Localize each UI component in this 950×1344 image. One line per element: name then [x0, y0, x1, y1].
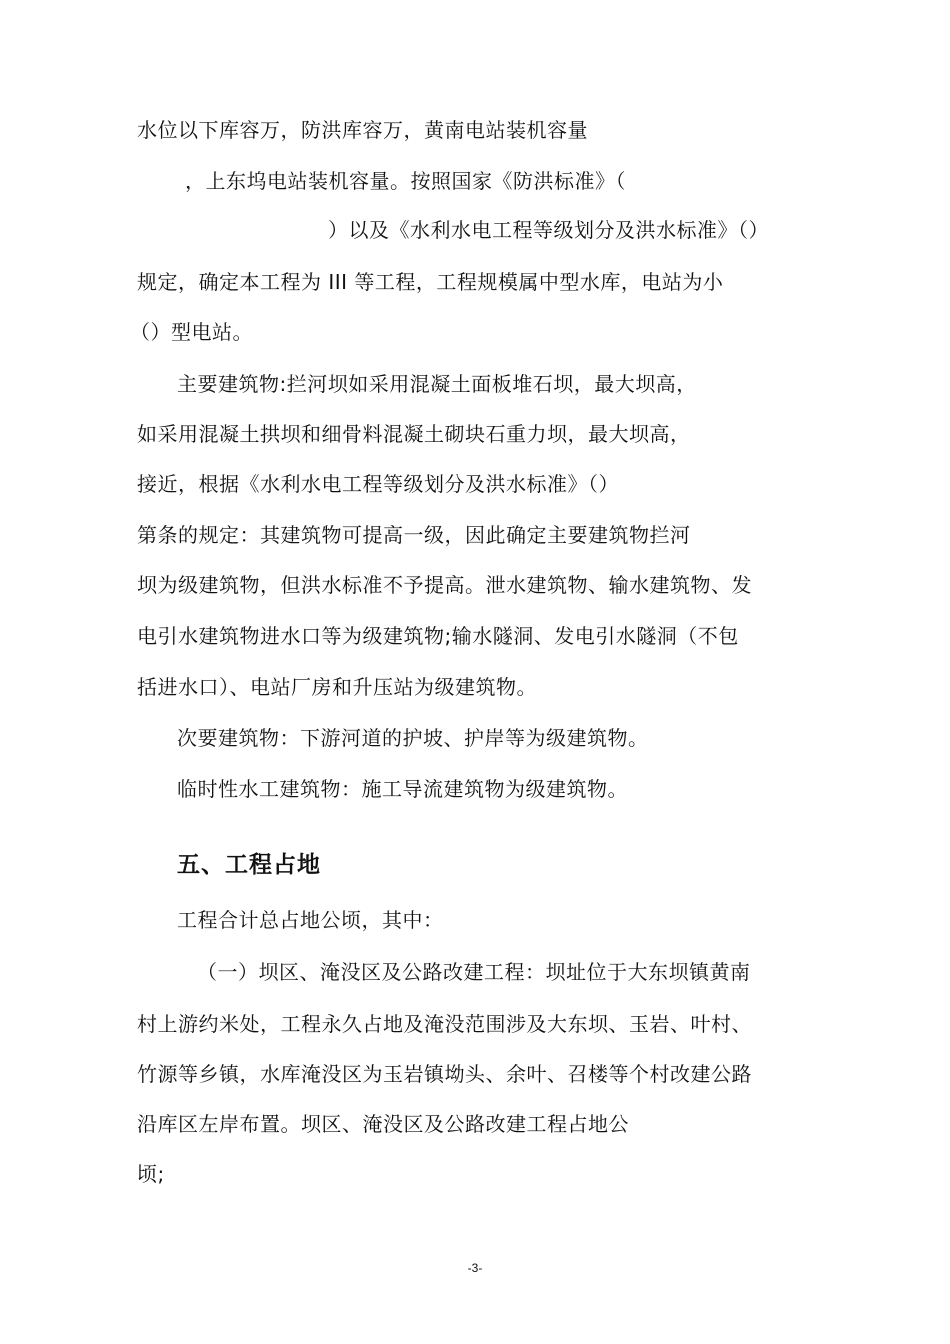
body-text-line: 临时性水工建筑物：施工导流建筑物为级建筑物。 — [177, 777, 628, 801]
body-text-line: 如采用混凝土拱坝和细骨料混凝土砌块石重力坝，最大坝高， — [137, 422, 691, 446]
body-text-line: ）以及《水利水电工程等级划分及洪水标准》（） — [328, 218, 769, 242]
section-heading: 五、工程占地 — [177, 852, 321, 878]
page-number: -3- — [467, 1261, 483, 1275]
body-text-line: 主要建筑物:拦河坝如采用混凝土面板堆石坝，最大坝高， — [177, 372, 697, 396]
body-text-line: 电引水建筑物进水口等为级建筑物;输水隧洞、发电引水隧洞（不包 — [137, 624, 739, 648]
body-text-line: 次要建筑物：下游河道的护坡、护岸等为级建筑物。 — [177, 726, 649, 750]
body-text-line: 接近，根据《水利水电工程等级划分及洪水标准》（） — [137, 472, 619, 496]
section-text-line: 顷; — [137, 1162, 165, 1186]
body-text-line: （）型电站。 — [130, 320, 253, 344]
body-text-line: 水位以下库容万，防洪库容万，黄南电站装机容量 — [137, 118, 588, 142]
body-text-line: 括进水口）、电站厂房和升压站为级建筑物。 — [137, 675, 537, 699]
body-text-line: ，上东坞电站装机容量。按照国家《防洪标准》（ — [185, 169, 626, 193]
body-text-line: 规定，确定本工程为 III 等工程，工程规模属中型水库，电站为小 — [137, 270, 724, 294]
section-text-line: 工程合计总占地公顷，其中： — [177, 908, 444, 932]
section-text-line: （一）坝区、淹没区及公路改建工程：坝址位于大东坝镇黄南 — [197, 960, 751, 984]
body-text-line: 坝为级建筑物，但洪水标准不予提高。泄水建筑物、输水建筑物、发 — [137, 573, 752, 597]
body-text-line: 第条的规定：其建筑物可提高一级，因此确定主要建筑物拦河 — [137, 523, 691, 547]
section-text-line: 村上游约米处，工程永久占地及淹没范围涉及大东坝、玉岩、叶村、 — [137, 1012, 752, 1036]
section-text-line: 竹源等乡镇，水库淹没区为玉岩镇坳头、余叶、召楼等个村改建公路 — [137, 1062, 752, 1086]
section-text-line: 沿库区左岸布置。坝区、淹没区及公路改建工程占地公 — [137, 1112, 629, 1136]
